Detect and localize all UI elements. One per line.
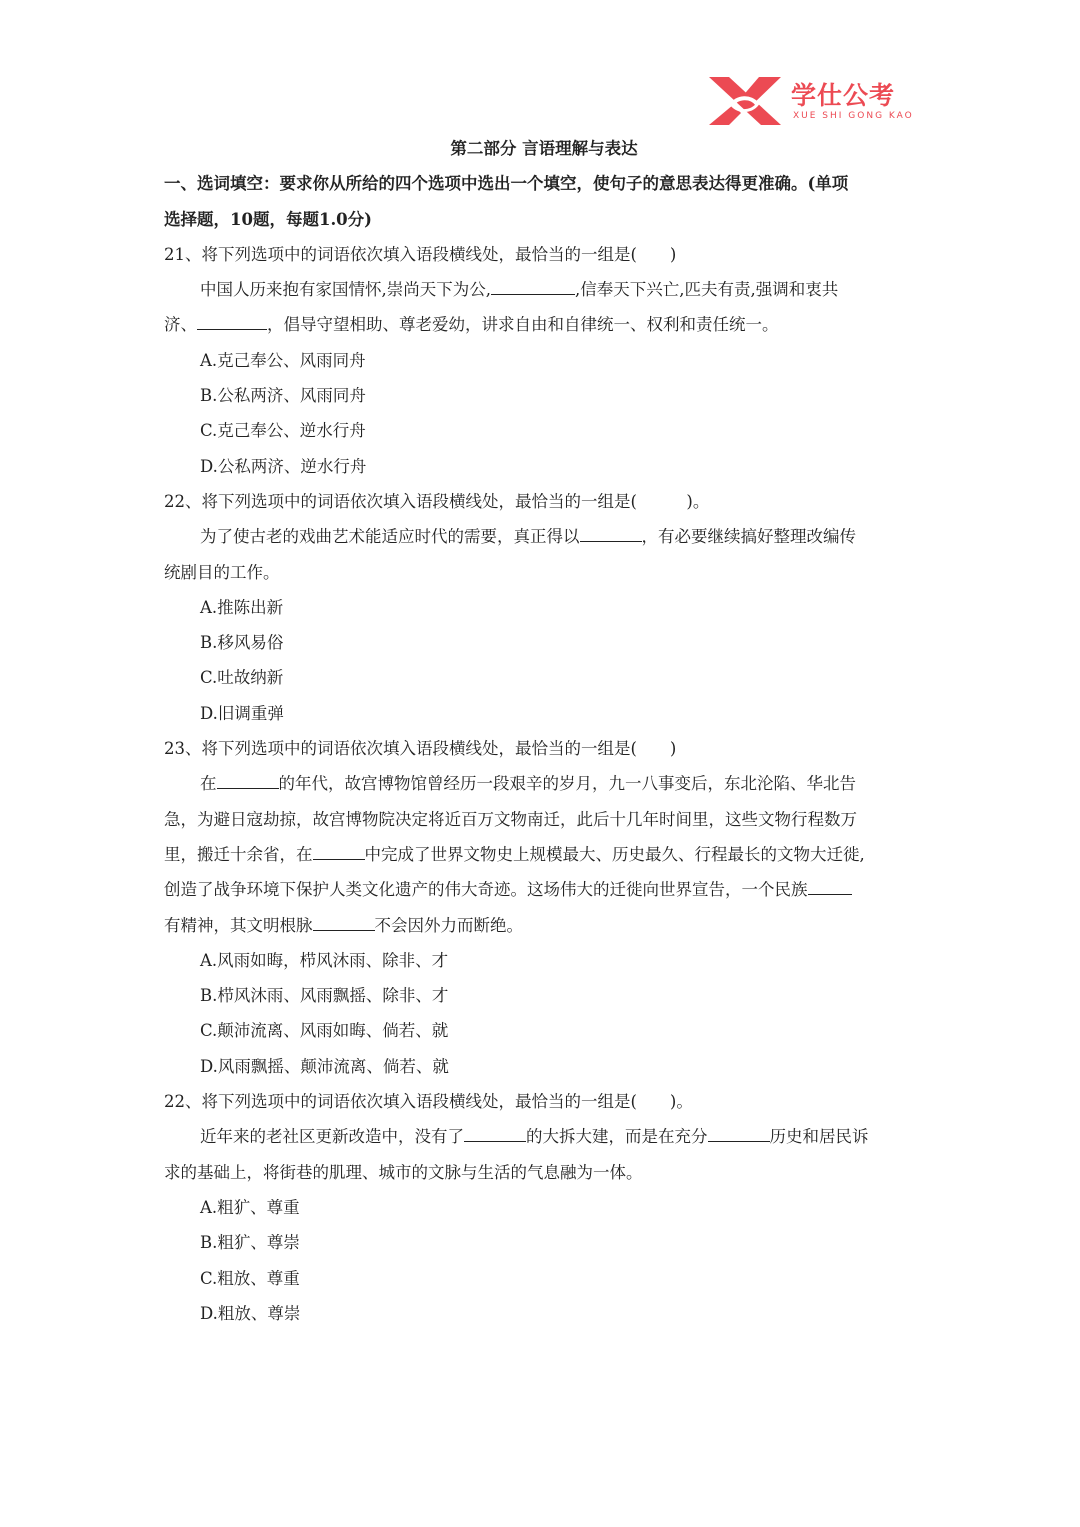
option-c: C.颠沛流离、风雨如晦、倘若、就 bbox=[200, 1021, 449, 1041]
option-b: B.栉风沐雨、风雨飘摇、除非、才 bbox=[200, 986, 449, 1006]
logo-brand-text: 学仕公考 bbox=[791, 81, 896, 110]
question-passage-line: 有精神，其文明根脉 不会因外力而断绝。 bbox=[164, 908, 924, 943]
section-title: 第二部分 言语理解与表达 bbox=[450, 139, 638, 158]
section-instruction-line1: 一、选词填空：要求你从所给的四个选项中选出一个填空，使句子的意思表达得更准确。(单项 bbox=[164, 174, 849, 194]
answer-blank bbox=[313, 840, 365, 860]
question-passage-line: 为了使古老的戏曲艺术能适应时代的需要，真正得以 ，有必要继续搞好整理改编传 bbox=[164, 519, 924, 554]
option-d: D.公私两济、逆水行舟 bbox=[200, 456, 367, 476]
question-stem: 22、将下列选项中的词语依次填入语段横线处，最恰当的一组是( )。 bbox=[164, 1092, 693, 1112]
option-d: D.旧调重弹 bbox=[200, 703, 284, 723]
option-d: D.风雨飘摇、颠沛流离、倘若、就 bbox=[200, 1056, 449, 1076]
option-c: C.克己奉公、逆水行舟 bbox=[200, 421, 366, 441]
brand-logo bbox=[707, 74, 922, 130]
question-passage-line: 求的基础上，将街巷的肌理、城市的文脉与生活的气息融为一体。 bbox=[164, 1162, 643, 1182]
answer-blank bbox=[808, 875, 852, 895]
document-body bbox=[164, 131, 924, 1331]
option-a: A.克己奉公、风雨同舟 bbox=[200, 350, 366, 370]
question-stem: 22、将下列选项中的词语依次填入语段横线处，最恰当的一组是( )。 bbox=[164, 491, 710, 511]
option-a: A.风雨如晦，栉风沐雨、除非、才 bbox=[200, 950, 449, 970]
question-passage-line: 统剧目的工作。 bbox=[164, 562, 280, 582]
answer-blank bbox=[313, 911, 375, 931]
question-passage-line: 里，搬迁十余省，在 中完成了世界文物史上规模最大、历史最久、行程最长的文物大迁徙, bbox=[164, 837, 924, 872]
answer-blank bbox=[217, 769, 279, 789]
answer-blank bbox=[464, 1122, 526, 1142]
question-passage-line: 济、 ，倡导守望相助、尊老爱幼，讲求自由和自律统一、权利和责任统一。 bbox=[164, 307, 924, 342]
option-c: C.吐故纳新 bbox=[200, 668, 284, 688]
logo-x-icon bbox=[707, 74, 783, 128]
answer-blank bbox=[580, 522, 642, 542]
question-passage-line: 急，为避日寇劫掠，故宫博物院决定将近百万文物南迁，此后十几年时间里，这些文物行程数万 bbox=[164, 809, 857, 829]
answer-blank bbox=[491, 275, 575, 295]
option-d: D.粗放、尊崇 bbox=[200, 1303, 301, 1323]
option-a: A.推陈出新 bbox=[200, 597, 284, 617]
option-a: A.粗犷、尊重 bbox=[200, 1197, 300, 1217]
logo-subtitle: XUE SHI GONG KAO bbox=[793, 111, 914, 121]
question-passage-line: 近年来的老社区更新改造中，没有了 的大拆大建，而是在充分 历史和居民诉 bbox=[164, 1119, 924, 1154]
option-b: B.公私两济、风雨同舟 bbox=[200, 386, 366, 406]
section-instruction-line2: 选择题，10题，每题1.0分) bbox=[164, 209, 372, 229]
question-stem: 21、将下列选项中的词语依次填入语段横线处，最恰当的一组是( ) bbox=[164, 244, 677, 264]
option-b: B.移风易俗 bbox=[200, 633, 284, 653]
question-passage-line: 在 的年代，故宫博物馆曾经历一段艰辛的岁月，九一八事变后，东北沦陷、华北告 bbox=[164, 766, 924, 801]
answer-blank bbox=[197, 310, 267, 330]
question-passage-line: 创造了战争环境下保护人类文化遗产的伟大奇迹。这场伟大的迁徙向世界宣告，一个民族 bbox=[164, 872, 924, 907]
question-stem: 23、将下列选项中的词语依次填入语段横线处，最恰当的一组是( ) bbox=[164, 739, 677, 759]
option-b: B.粗犷、尊崇 bbox=[200, 1233, 300, 1253]
answer-blank bbox=[708, 1122, 770, 1142]
option-c: C.粗放、尊重 bbox=[200, 1268, 300, 1288]
question-passage-line: 中国人历来抱有家国情怀,崇尚天下为公, ,信奉天下兴亡,匹夫有责,强调和衷共 bbox=[164, 272, 924, 307]
